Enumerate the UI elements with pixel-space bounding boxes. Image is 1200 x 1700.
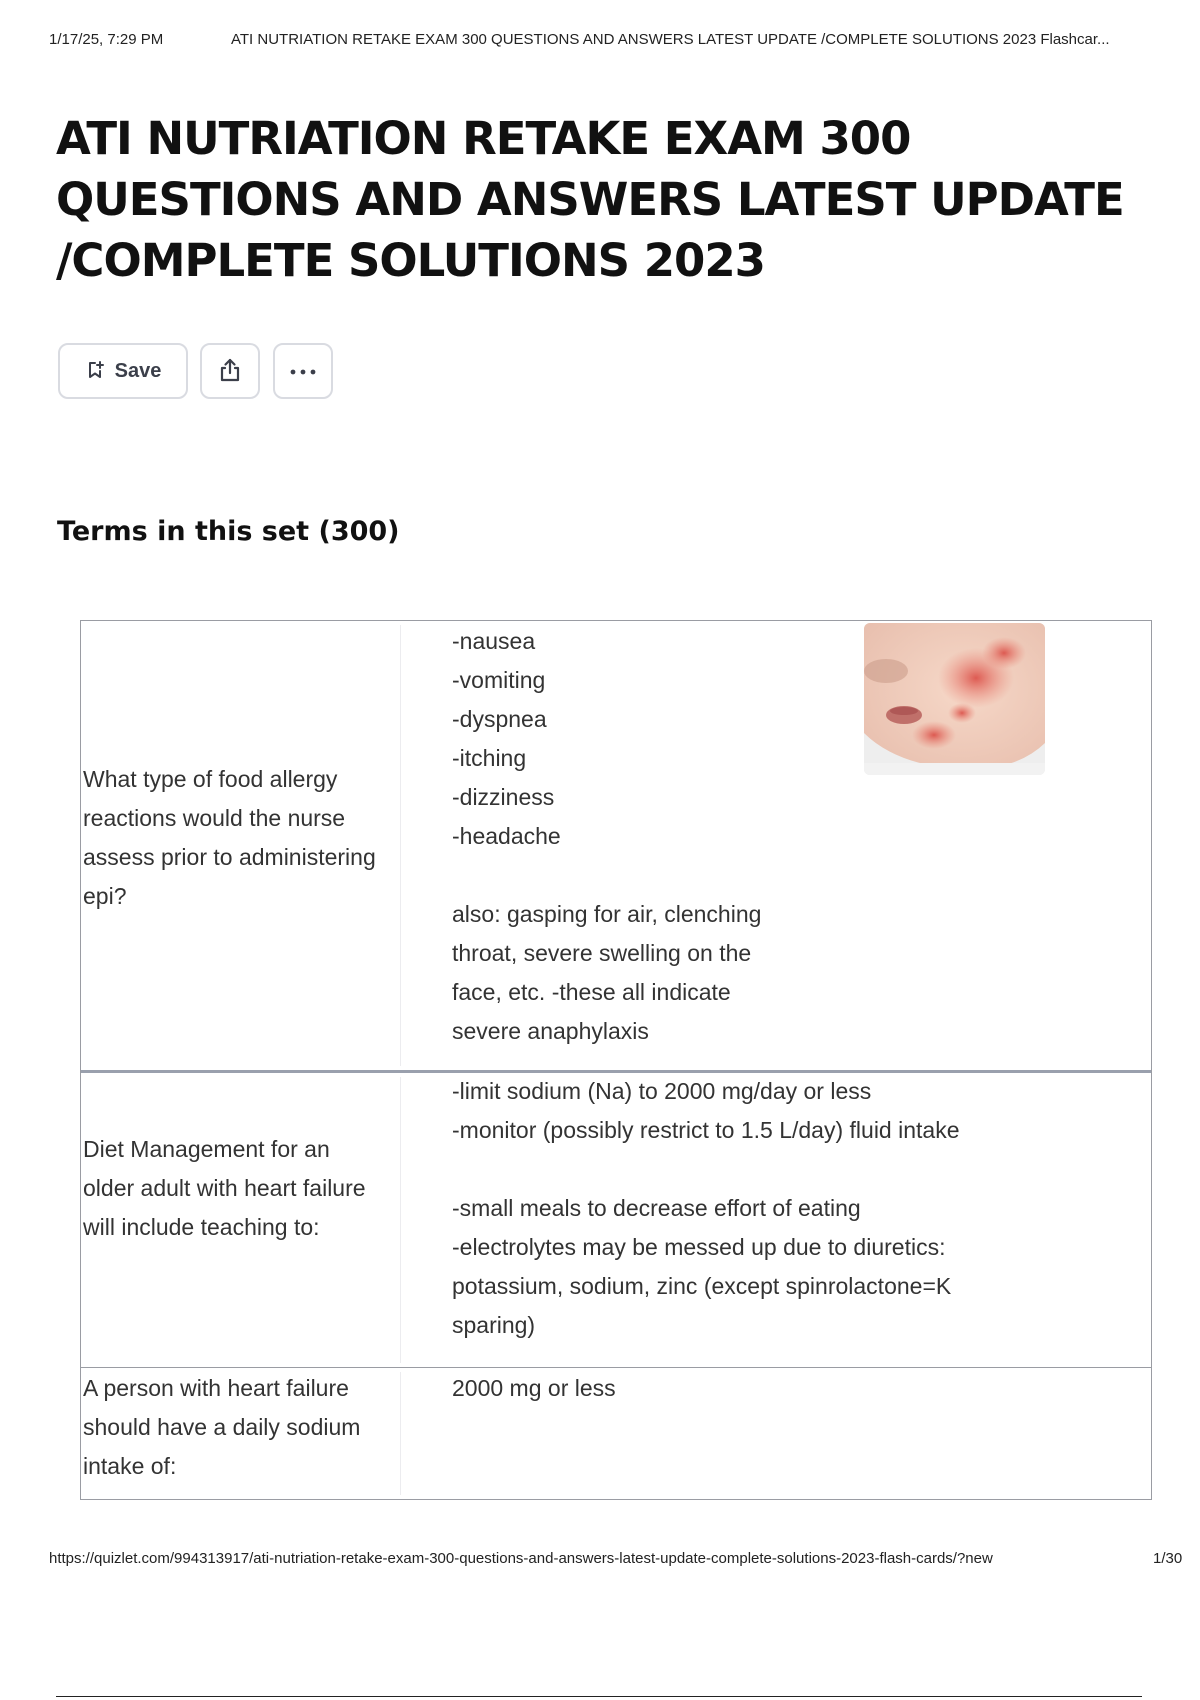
footer-page-number: 1/30 (1153, 1550, 1183, 1567)
definition-line: -limit sodium (Na) to 2000 mg/day or less (452, 1078, 872, 1104)
card-definition (452, 1369, 1052, 1408)
definition-spacer (452, 856, 1052, 895)
definition-line: -vomiting (452, 667, 546, 693)
definition-line: -nausea (452, 628, 536, 654)
share-icon (216, 356, 244, 387)
term-card (81, 1073, 1151, 1368)
terms-heading: Terms in this set (300) (57, 516, 400, 547)
infant-facial-rash-image (864, 623, 1045, 775)
definition-line: -itching (452, 745, 527, 771)
definition-line: also: gasping for air, clenching throat, severe swelling on the face, etc. -these all indicate severe anaphylaxis (452, 901, 762, 1044)
definition-line: -dyspnea (452, 706, 547, 732)
print-header-title: ATI NUTRIATION RETAKE EXAM 300 QUESTIONS AND ANSWERS LATEST UPDATE /COMPLETE SOLUTIONS 2023 Flashcar... (231, 31, 1110, 48)
page-title: ATI NUTRIATION RETAKE EXAM 300 QUESTIONS AND ANSWERS LATEST UPDATE /COMPLETE SOLUTIONS 2023 (56, 112, 1124, 287)
share-button[interactable] (200, 343, 260, 399)
footer-url: https://quizlet.com/994313917/ati-nutriation-retake-exam-300-questions-and-answers-latest-update-complete-solutions-2023-flash-cards/?new (49, 1550, 993, 1567)
card-divider (400, 625, 401, 1066)
definition-spacer (452, 1150, 1012, 1189)
card-divider (400, 1372, 401, 1495)
print-footer (0, 1540, 1200, 1580)
card-term: A person with heart failure should have a daily sodium intake of: (83, 1375, 361, 1479)
print-header (0, 0, 1200, 80)
save-button-label: Save (114, 359, 162, 382)
definition-line: -monitor (possibly restrict to 1.5 L/day) fluid intake (452, 1117, 960, 1143)
card-term: What type of food allergy reactions would the nurse assess prior to administering epi? (83, 766, 376, 909)
terms-list (80, 620, 1152, 1500)
definition-line: -dizziness (452, 784, 555, 810)
term-card (81, 1368, 1151, 1499)
definition-line: -electrolytes may be messed up due to diuretics: potassium, sodium, zinc (except spinrolactone=K sparing) (452, 1234, 952, 1338)
more-horizontal-icon (289, 364, 317, 379)
definition-line: -headache (452, 823, 561, 849)
print-datetime: 1/17/25, 7:29 PM (49, 31, 164, 48)
more-options-button[interactable] (273, 343, 333, 399)
save-button[interactable] (58, 343, 188, 399)
term-card (81, 621, 1151, 1073)
card-term: Diet Management for an older adult with heart failure will include teaching to: (83, 1136, 366, 1240)
page-divider (56, 1696, 1142, 1697)
card-divider (400, 1077, 401, 1363)
definition-line: 2000 mg or less (452, 1375, 616, 1401)
bookmark-add-icon (85, 360, 105, 383)
definition-line: -small meals to decrease effort of eating (452, 1195, 861, 1221)
card-definition (452, 1072, 1012, 1345)
